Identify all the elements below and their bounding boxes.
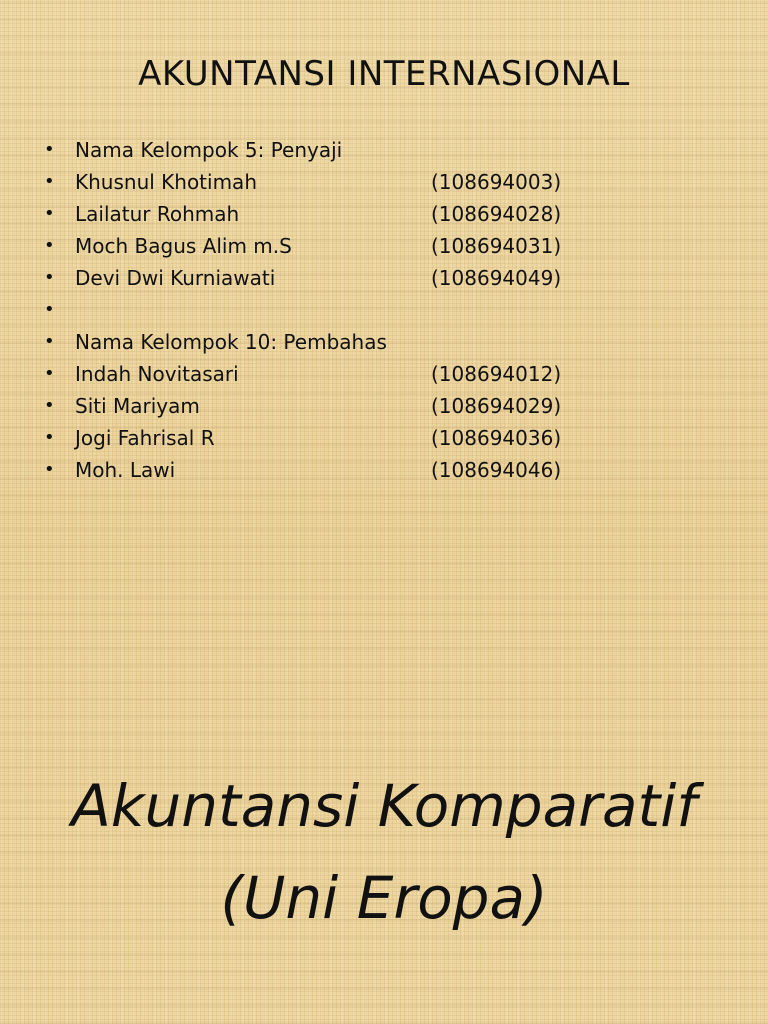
list-item bbox=[44, 390, 604, 422]
subtitle-line-2: (Uni Eropa) bbox=[220, 864, 548, 932]
slide-subtitle bbox=[0, 760, 768, 944]
member-name: Moch Bagus Alim m.S bbox=[75, 234, 292, 258]
member-id: (108694031) bbox=[431, 234, 562, 258]
member-name: Jogi Fahrisal R bbox=[75, 426, 215, 450]
bullet-icon: • bbox=[44, 395, 55, 416]
list-item bbox=[44, 294, 604, 326]
bullet-icon: • bbox=[44, 267, 55, 288]
member-name: Khusnul Khotimah bbox=[75, 170, 257, 194]
list-item bbox=[44, 422, 604, 454]
group-heading: Nama Kelompok 5: Penyaji bbox=[75, 138, 343, 162]
member-id: (108694003) bbox=[431, 170, 562, 194]
member-name: Moh. Lawi bbox=[75, 458, 176, 482]
bullet-icon: • bbox=[44, 171, 55, 192]
member-name: Devi Dwi Kurniawati bbox=[75, 266, 276, 290]
bullet-icon: • bbox=[44, 363, 55, 384]
slide-title: AKUNTANSI INTERNASIONAL bbox=[138, 54, 630, 94]
list-item bbox=[44, 358, 604, 390]
member-id: (108694029) bbox=[431, 394, 562, 418]
member-id: (108694036) bbox=[431, 426, 562, 450]
bullet-icon: • bbox=[44, 459, 55, 480]
bullet-icon: • bbox=[44, 427, 55, 448]
list-item bbox=[44, 166, 604, 198]
member-id: (108694046) bbox=[431, 458, 562, 482]
list-item bbox=[44, 198, 604, 230]
bullet-icon: • bbox=[44, 299, 55, 320]
list-item bbox=[44, 134, 604, 166]
bullet-icon: • bbox=[44, 203, 55, 224]
member-id: (108694049) bbox=[431, 266, 562, 290]
member-id: (108694028) bbox=[431, 202, 562, 226]
list-item bbox=[44, 262, 604, 294]
subtitle-line-1: Akuntansi Komparatif bbox=[71, 772, 697, 840]
bullet-icon: • bbox=[44, 331, 55, 352]
member-name: Indah Novitasari bbox=[75, 362, 239, 386]
member-name: Siti Mariyam bbox=[75, 394, 200, 418]
member-id: (108694012) bbox=[431, 362, 562, 386]
group-heading: Nama Kelompok 10: Pembahas bbox=[75, 330, 387, 354]
list-item bbox=[44, 230, 604, 262]
member-list bbox=[44, 134, 604, 486]
bullet-icon: • bbox=[44, 139, 55, 160]
list-item bbox=[44, 454, 604, 486]
bullet-icon: • bbox=[44, 235, 55, 256]
list-item bbox=[44, 326, 604, 358]
member-name: Lailatur Rohmah bbox=[75, 202, 240, 226]
